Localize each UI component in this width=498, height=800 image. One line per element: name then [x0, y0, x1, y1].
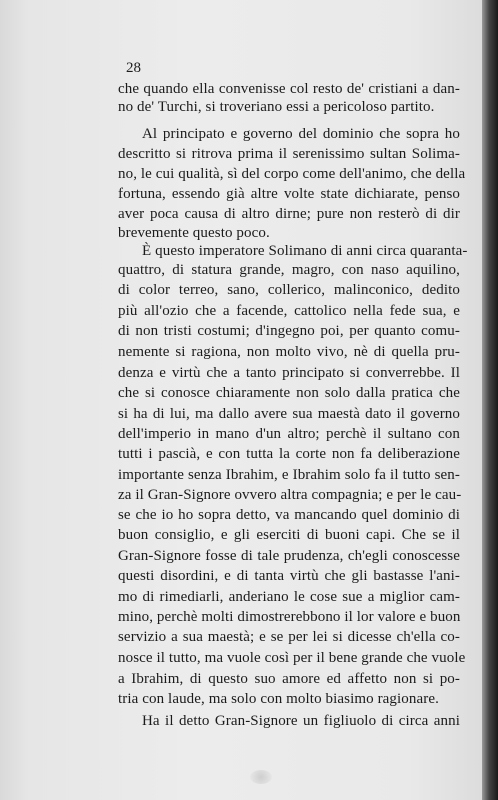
text-line: Gran-Signore fosse di tale prudenza, ch'egli conoscesse — [118, 548, 460, 564]
text-line: mino, perchè molti dimostrerebbono il lor valore e buon — [118, 609, 461, 625]
text-line: di non tristi costumi; d'ingegno poi, per quanto comu- — [118, 323, 460, 339]
text-line: descritto si ritrova prima il serenissimo sultan Solima- — [118, 146, 460, 162]
text-line: Ha il detto Gran-Signore un figliuolo di circa anni — [142, 713, 460, 729]
paper-stain — [250, 770, 272, 784]
text-line: nosce il tutto, ma vuole così per il bene grande che vuole — [118, 650, 466, 666]
text-line: che quando ella convenisse col resto de' cristiani a dan- — [118, 81, 460, 97]
text-line: di color terreo, sano, collerico, malinconico, dedito — [118, 282, 460, 298]
text-line: importante senza Ibrahim, e Ibrahim solo fa il tutto sen- — [118, 467, 460, 483]
text-line: fortuna, essendo già altre volte state dichiarate, penso — [118, 186, 460, 202]
text-line: za il Gran-Signore ovvero altra compagnia; e per le cau- — [118, 487, 462, 503]
text-line: nemente si ragiona, non molto vivo, nè di quella pru- — [118, 344, 460, 360]
book-binding-edge — [482, 0, 498, 800]
text-line: tria con laude, ma solo con molto biasimo ragionare. — [118, 691, 439, 707]
text-line: aver poca causa di altro dirne; pure non resterò di dir — [118, 206, 460, 222]
text-line: È questo imperatore Solimano di anni circa quaranta- — [142, 243, 468, 259]
text-line: mo di rimediarli, anderiano le cose sue a miglior cam- — [118, 589, 460, 605]
text-line: se che io ho sopra detto, va mancando quel dominio di — [118, 507, 460, 523]
text-line: servizio a sua maestà; e se per lei si dicesse ch'ella co- — [118, 629, 460, 645]
text-line: che si conosce chiaramente non solo dalla pratica che — [118, 385, 460, 401]
text-line: buon consiglio, e gli eserciti di buoni capi. Che se il — [118, 527, 460, 543]
text-line: più all'ozio che a facende, cattolico nella fede sua, e — [118, 303, 460, 319]
text-line: a Ibrahim, di questo suo amore ed affetto non si po- — [118, 671, 460, 687]
text-line: denza e virtù che a tanto principato si converrebbe. Il — [118, 365, 460, 381]
text-line: no de' Turchi, si troveriano essi a pericoloso partito. — [118, 99, 435, 115]
text-line: tutti i pascià, e con tutta la corte non fa deliberazione — [118, 446, 460, 462]
text-line: si ha di lui, ma dallo avere sua maestà dato il governo — [118, 406, 460, 422]
page-number: 28 — [126, 60, 141, 76]
text-line: dell'imperio in mano d'un altro; perchè il sultano con — [118, 426, 460, 442]
text-line: quattro, di statura grande, magro, con naso aquilino, — [118, 262, 460, 278]
text-line: questi disordini, e di tanta virtù che gli bastasse l'ani- — [118, 568, 460, 584]
text-line: Al principato e governo del dominio che sopra ho — [142, 126, 460, 142]
text-line: no, le cui qualità, sì del corpo come dell'animo, che della — [118, 166, 466, 182]
text-line: brevemente questo poco. — [118, 225, 270, 241]
